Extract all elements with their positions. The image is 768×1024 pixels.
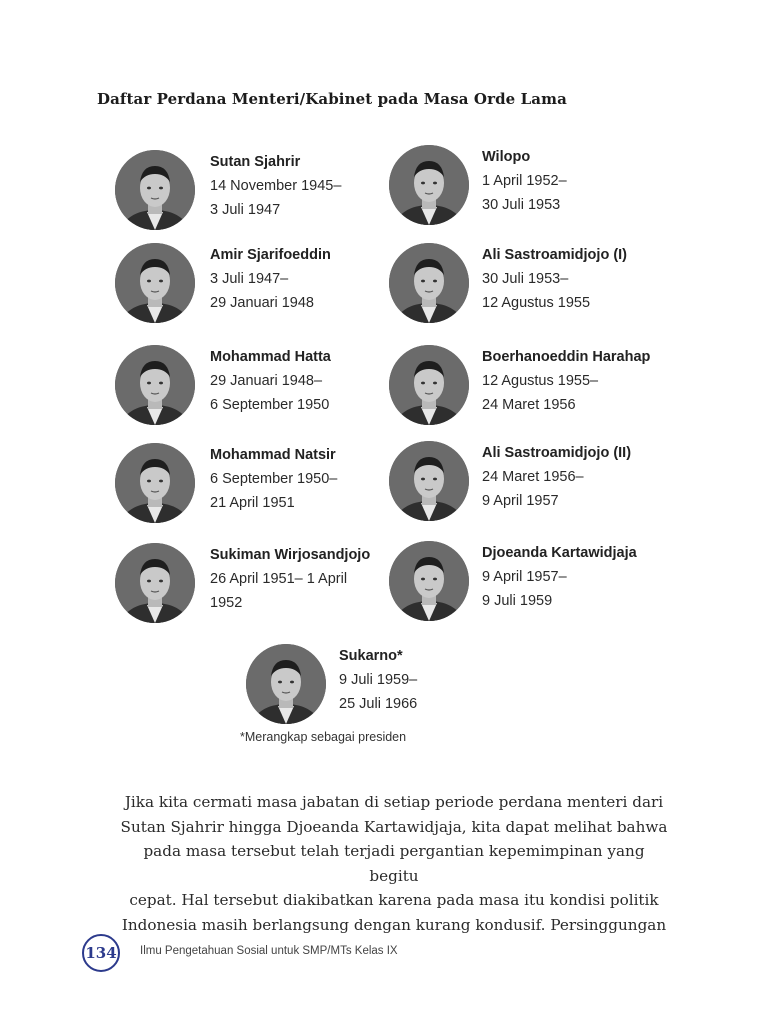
portrait-photo — [115, 543, 195, 623]
minister-card — [389, 145, 689, 227]
minister-name: Sukiman Wirjosandjojo — [210, 547, 371, 563]
minister-name: Amir Sjarifoeddin — [210, 247, 331, 263]
term-end: 6 September 1950 — [210, 397, 330, 413]
portrait-photo — [389, 441, 469, 521]
minister-name: Ali Sastroamidjojo (II) — [482, 445, 632, 461]
minister-card — [389, 345, 689, 427]
paragraph-line: Sutan Sjahrir hingga Djoeanda Kartawidjaja, kita dapat melihat bahwa — [120, 817, 668, 836]
minister-card — [389, 541, 689, 623]
term-start: 3 Juli 1947– — [210, 271, 289, 287]
term-end: 24 Maret 1956 — [482, 397, 576, 413]
page-heading: Daftar Perdana Menteri/Kabinet pada Masa Orde Lama — [97, 90, 567, 108]
term-end: 12 Agustus 1955 — [482, 295, 591, 311]
minister-name: Mohammad Hatta — [210, 349, 331, 365]
term-end: 25 Juli 1966 — [339, 696, 418, 712]
term-end: 21 April 1951 — [210, 495, 295, 511]
portrait-photo — [246, 644, 326, 724]
minister-card — [115, 243, 415, 325]
paragraph-line: pada masa tersebut telah terjadi pergantian kepemimpinan yang begitu — [143, 842, 645, 885]
term-start: 9 Juli 1959– — [339, 672, 418, 688]
page-number: 134 — [82, 934, 120, 972]
term-start: 30 Juli 1953– — [482, 271, 569, 287]
paragraph-line: Jika kita cermati masa jabatan di setiap periode perdana menteri dari — [124, 793, 664, 811]
term-start: 1 April 1952– — [482, 173, 567, 189]
minister-card — [115, 443, 415, 525]
term-end: 9 Juli 1959 — [482, 593, 553, 609]
minister-card — [115, 543, 415, 625]
portrait-photo — [389, 541, 469, 621]
minister-name: Mohammad Natsir — [210, 447, 336, 463]
minister-name: Ali Sastroamidjojo (I) — [482, 247, 628, 263]
term-end: 30 Juli 1953 — [482, 197, 561, 213]
portrait-photo — [389, 145, 469, 225]
portrait-photo — [115, 150, 195, 230]
minister-name: Sutan Sjahrir — [210, 154, 301, 170]
term-start: 6 September 1950– — [210, 471, 338, 487]
paragraph-line: Indonesia masih berlangsung dengan kurang kondusif. Persinggungan — [121, 915, 667, 934]
term-start: 14 November 1945– — [210, 178, 342, 194]
minister-name: Sukarno* — [339, 648, 403, 664]
term-end: 9 April 1957 — [482, 493, 559, 509]
term-start: 9 April 1957– — [482, 569, 567, 585]
minister-card — [389, 243, 689, 325]
portrait-photo — [115, 243, 195, 323]
minister-name: Wilopo — [482, 149, 531, 165]
minister-name: Djoeanda Kartawidjaja — [482, 545, 637, 561]
paragraph-line: cepat. Hal tersebut diakibatkan karena pada masa itu kondisi politik — [129, 891, 659, 909]
minister-card — [246, 644, 546, 726]
term-end: 3 Juli 1947 — [210, 202, 281, 218]
minister-card — [115, 150, 415, 232]
minister-name: Boerhanoeddin Harahap — [482, 349, 651, 365]
term-end: 1952 — [210, 595, 243, 611]
body-paragraph — [118, 790, 670, 937]
book-title: Ilmu Pengetahuan Sosial untuk SMP/MTs Kelas IX — [140, 945, 398, 957]
portrait-photo — [115, 345, 195, 425]
term-start: 24 Maret 1956– — [482, 469, 584, 485]
portrait-photo — [115, 443, 195, 523]
portrait-photo — [389, 345, 469, 425]
portrait-photo — [389, 243, 469, 323]
term-end: 29 Januari 1948 — [210, 295, 314, 311]
footnote: *Merangkap sebagai presiden — [240, 730, 407, 744]
term-start: 26 April 1951– 1 April — [210, 571, 348, 587]
term-start: 29 Januari 1948– — [210, 373, 323, 389]
minister-card — [115, 345, 415, 427]
minister-card — [389, 441, 689, 523]
term-start: 12 Agustus 1955– — [482, 373, 599, 389]
